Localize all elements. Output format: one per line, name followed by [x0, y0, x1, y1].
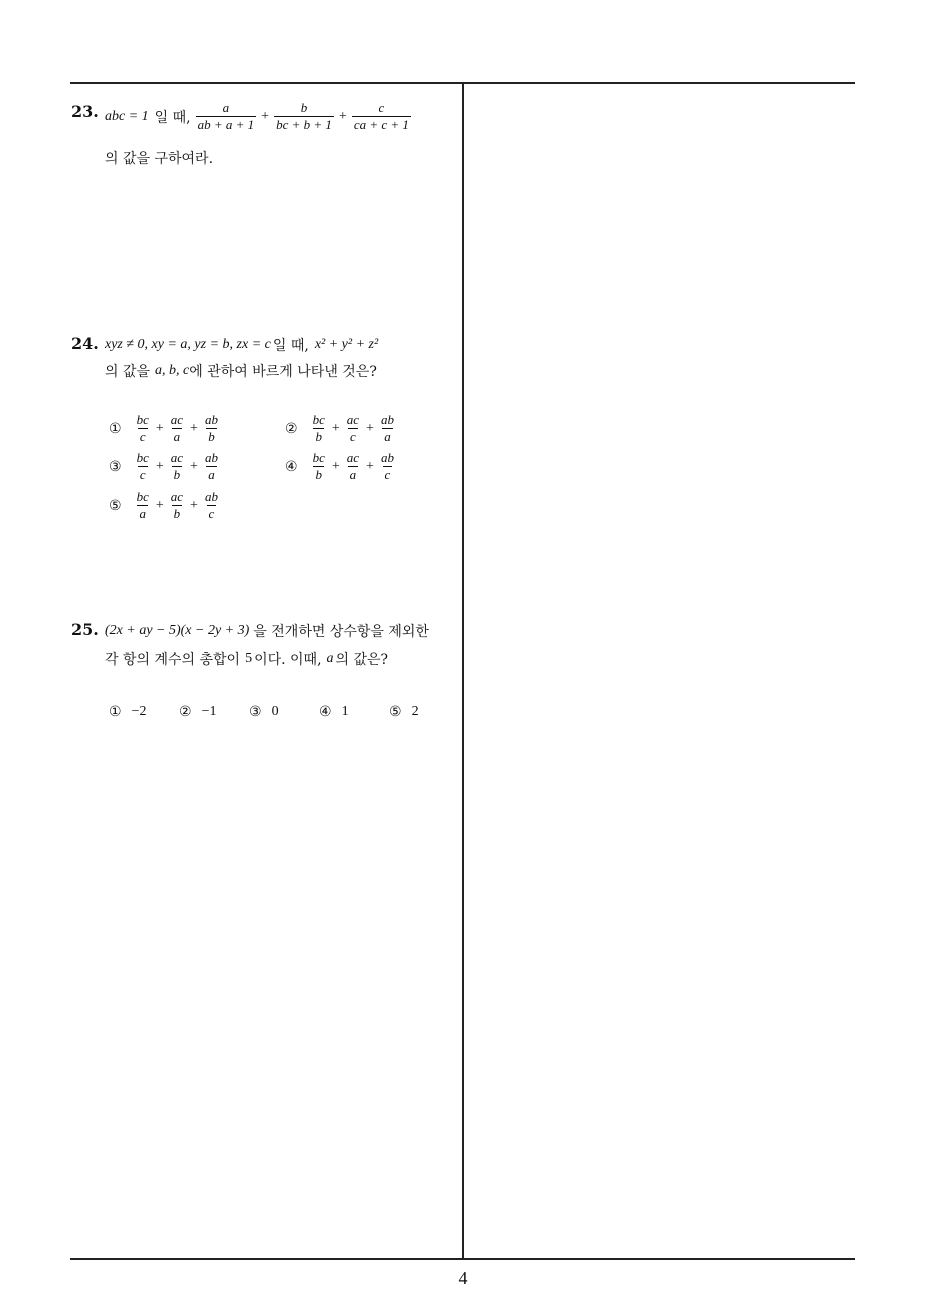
conditions: xyz ≠ 0, xy = a, yz = b, zx = c: [105, 337, 271, 352]
choice-value: −2: [131, 704, 147, 719]
denominator: b: [173, 506, 181, 521]
number: 5: [245, 651, 253, 666]
choice-mark: ②: [179, 704, 192, 720]
ildae-text: 일 때,: [272, 338, 309, 354]
condition: abc = 1: [105, 108, 149, 124]
denominator: c: [384, 467, 391, 482]
choice-5[interactable]: [109, 489, 223, 522]
text: 의 값을: [105, 364, 151, 380]
question-number: 24.: [71, 334, 99, 353]
plus-sign: +: [331, 458, 340, 474]
text: 이다. 이때,: [254, 652, 322, 668]
denominator: a: [139, 506, 146, 521]
variables: a, b, c: [155, 363, 190, 378]
choice-1[interactable]: [109, 412, 223, 445]
denominator: a: [173, 429, 181, 444]
question-line-1: [105, 335, 378, 355]
plus-sign: +: [366, 420, 374, 436]
choice-mark: ④: [319, 704, 332, 720]
numerator: ab: [204, 412, 218, 427]
text: 각 항의 계수의 총합이: [105, 652, 241, 668]
choice-3[interactable]: [249, 704, 279, 720]
numerator: ac: [170, 450, 184, 465]
question-number: 23.: [71, 102, 99, 121]
page-number: 4: [458, 1268, 468, 1288]
numerator: bc: [136, 412, 149, 427]
denominator: b: [315, 429, 322, 444]
choice-mark: ③: [109, 458, 122, 475]
choice-4[interactable]: [285, 450, 399, 483]
ildae-text: 일 때,: [154, 109, 191, 126]
expression: (2x + ay − 5)(x − 2y + 3): [105, 623, 250, 638]
choice-mark: ①: [109, 420, 122, 437]
numerator: ab: [204, 450, 218, 465]
denominator: a: [208, 467, 215, 482]
plus-sign: +: [155, 420, 164, 436]
numerator: b: [300, 100, 308, 115]
denominator: c: [139, 467, 146, 482]
plus-sign: +: [190, 420, 198, 436]
numerator: bc: [312, 450, 325, 465]
choice-value: 0: [271, 704, 279, 719]
plus-sign: +: [338, 108, 347, 124]
choice-mark: ⑤: [389, 704, 402, 720]
choice-mark: ①: [109, 704, 122, 720]
expression: x² + y² + z²: [314, 337, 379, 352]
denominator: c: [139, 429, 146, 444]
numerator: ac: [170, 489, 184, 504]
denominator: ca + c + 1: [353, 117, 409, 132]
plus-sign: +: [190, 458, 198, 474]
question-number: 25.: [71, 620, 99, 639]
text: 에 관하여 바르게 나타낸 것은?: [189, 364, 377, 380]
fraction-3: [352, 100, 411, 133]
plus-sign: +: [261, 108, 270, 124]
denominator: b: [315, 467, 322, 482]
numerator: ac: [346, 412, 360, 427]
question-line-1: [105, 100, 414, 133]
question-line-2: 의 값을 구하여라.: [105, 151, 214, 167]
choice-value: 2: [411, 704, 419, 719]
numerator: ab: [380, 412, 394, 427]
plus-sign: +: [331, 420, 340, 436]
denominator: a: [349, 467, 357, 482]
numerator: ab: [380, 450, 394, 465]
denominator: b: [173, 467, 181, 482]
choice-mark: ③: [249, 704, 262, 720]
denominator: bc + b + 1: [276, 117, 332, 132]
plus-sign: +: [190, 497, 198, 513]
choice-value: 1: [341, 704, 349, 719]
choice-value: −1: [201, 704, 217, 719]
fraction-2: [274, 100, 334, 133]
variable: a: [326, 651, 334, 666]
choice-mark: ⑤: [109, 497, 122, 514]
numerator: bc: [136, 450, 149, 465]
denominator: a: [384, 429, 391, 444]
numerator: bc: [136, 489, 149, 504]
numerator: bc: [312, 412, 325, 427]
bottom-rule: [70, 1258, 855, 1260]
text: 의 값은?: [335, 652, 389, 668]
choice-1[interactable]: [109, 704, 146, 720]
column-divider: [462, 82, 464, 1260]
denominator: b: [208, 429, 215, 444]
text: 을 전개하면 상수항을 제외한: [253, 624, 429, 640]
question-line-2: [105, 361, 377, 381]
numerator: ab: [204, 489, 218, 504]
choice-5[interactable]: [389, 704, 419, 720]
choice-3[interactable]: [109, 450, 223, 483]
denominator: c: [350, 429, 356, 444]
numerator: c: [378, 100, 385, 115]
choice-mark: ④: [285, 458, 298, 475]
numerator: ac: [346, 450, 360, 465]
numerator: a: [222, 100, 230, 115]
question-line-2: [105, 649, 388, 669]
choice-mark: ②: [285, 420, 298, 437]
denominator: c: [208, 506, 215, 521]
choice-4[interactable]: [319, 704, 349, 720]
question-line-1: [105, 621, 429, 641]
choice-2[interactable]: [285, 412, 399, 445]
plus-sign: +: [366, 458, 374, 474]
plus-sign: +: [155, 458, 164, 474]
choice-2[interactable]: [179, 704, 216, 720]
fraction-1: [196, 100, 257, 133]
numerator: ac: [170, 412, 184, 427]
denominator: ab + a + 1: [197, 117, 255, 132]
plus-sign: +: [155, 497, 164, 513]
